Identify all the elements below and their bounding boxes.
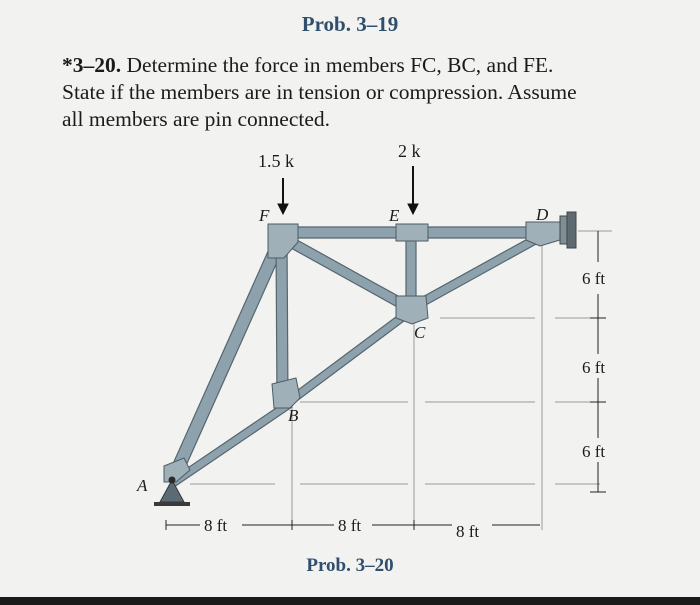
bottom-edge-shadow: [0, 597, 700, 605]
joint-label-c: C: [414, 323, 426, 342]
truss-members: [168, 226, 560, 487]
horizontal-dim-label-3: 8 ft: [456, 522, 480, 541]
vertical-dim-label-1: 6 ft: [582, 269, 606, 288]
gusset-e: [396, 224, 428, 241]
joint-label-b: B: [288, 406, 299, 425]
gusset-c: [396, 296, 428, 324]
figure-caption: Prob. 3–20: [306, 555, 394, 576]
joint-label-e: E: [389, 206, 400, 225]
member-bc: [286, 305, 416, 406]
statement-line-3: all members are pin connected.: [62, 107, 331, 131]
horizontal-dim-label-2: 8 ft: [338, 516, 362, 535]
gusset-f: [268, 224, 298, 258]
pin-support-a: [154, 477, 190, 507]
horizontal-dim-label-1: 8 ft: [204, 516, 228, 535]
joint-label-f: F: [259, 206, 270, 225]
joint-label-a: A: [137, 476, 148, 495]
load-arrowhead-e: [408, 204, 418, 214]
load-label-e: 2 k: [398, 141, 421, 161]
load-label-f: 1.5 k: [258, 151, 294, 171]
vertical-dim-label-3: 6 ft: [582, 442, 606, 461]
joint-label-d: D: [536, 205, 549, 224]
statement-line-2: State if the members are in tension or compression. Assume: [62, 80, 577, 104]
wall-support-d: [560, 212, 576, 248]
previous-problem-caption: Prob. 3–19: [301, 12, 399, 36]
gusset-b: [272, 378, 300, 408]
reference-lines: [190, 231, 612, 530]
problem-number: *3–20.: [62, 53, 122, 77]
member-fb: [276, 238, 288, 403]
vertical-dim-label-2: 6 ft: [582, 358, 606, 377]
statement-line-1: Determine the force in members FC, BC, and FE.: [126, 53, 554, 77]
gusset-d: [526, 222, 560, 246]
load-arrowhead-f: [278, 204, 288, 214]
